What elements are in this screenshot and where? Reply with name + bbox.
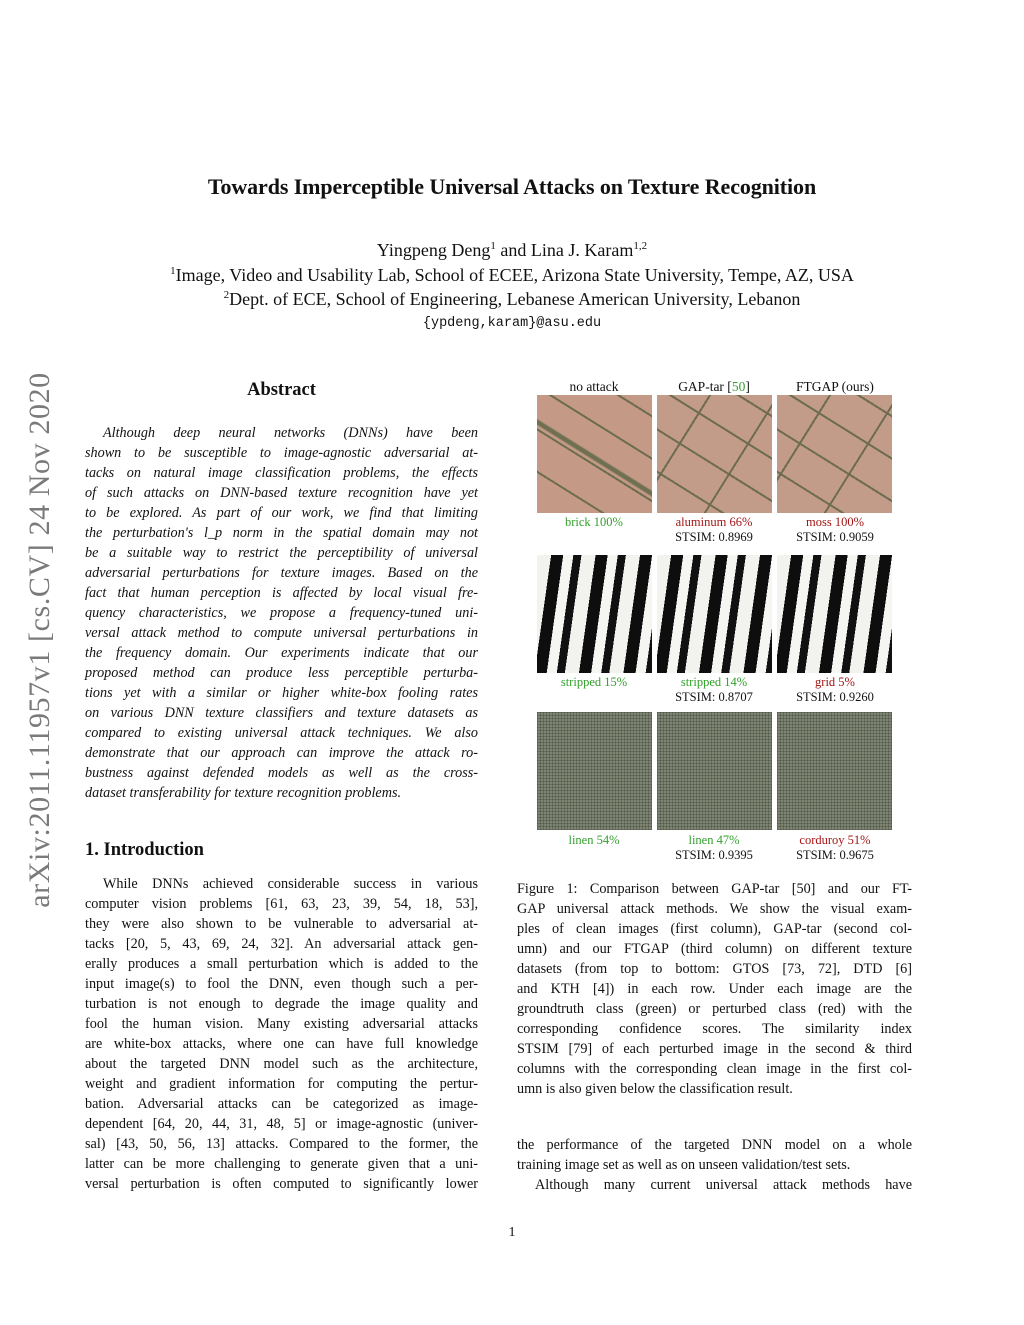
caption-line: groundtruth class (green) or perturbed class (red) with the	[517, 1001, 912, 1017]
intro-line: are white-box attacks, where one can have full knowledge	[85, 1036, 478, 1052]
stsim-value: STSIM: 0.9059	[796, 530, 874, 544]
figure-caption	[517, 879, 912, 1099]
right-line: Although many current universal attack methods have	[535, 1177, 912, 1193]
caption-line: umn is also given below the classification result.	[517, 1081, 793, 1097]
col-header-no-attack: no attack	[569, 379, 619, 394]
stsim-value: STSIM: 0.9395	[675, 848, 753, 862]
abstract-line: dataset transferability for texture recognition problems.	[85, 785, 402, 801]
abstract-line: on various DNN texture classifiers and texture datasets as	[85, 705, 478, 721]
caption-line: Figure 1: Comparison between GAP-tar [50] and our FT-	[517, 881, 912, 897]
abstract-line: of such attacks on DNN-based texture recognition have yet	[85, 485, 478, 501]
abstract-line: to be explored. As part of our work, we find that limiting	[85, 505, 478, 521]
image-zebra-gaptar	[657, 555, 772, 673]
caption-line: columns with the corresponding clean image in the first col-	[517, 1061, 912, 1077]
image-linen-ftgap	[777, 712, 892, 830]
intro-line: they were also shown to be vulnerable to adversarial at-	[85, 916, 478, 932]
right-line: the performance of the targeted DNN model on a whole	[517, 1137, 912, 1153]
class-label: moss 100%	[806, 515, 864, 529]
introduction-body	[85, 874, 478, 1194]
intro-line: bation. Adversarial attacks can be categorized as image-	[85, 1096, 478, 1112]
intro-line: versal perturbation is often computed to significantly lower	[85, 1176, 478, 1192]
intro-line: computer vision problems [61, 63, 23, 39, 54, 18, 53],	[85, 896, 478, 912]
col-header-ftgap: FTGAP (ours)	[796, 379, 874, 394]
figure-cell-label	[654, 833, 774, 863]
image-linen-gaptar	[657, 712, 772, 830]
arxiv-stamp: arXiv:2011.11957v1 [cs.CV] 24 Nov 2020	[23, 372, 56, 908]
right-column-body	[517, 1135, 912, 1195]
image-zebra-ftgap	[777, 555, 892, 673]
intro-line: input image(s) to fool the DNN, even though such a per-	[85, 976, 478, 992]
page-number: 1	[508, 1225, 516, 1240]
intro-line: latter can be more challenging to generate given that a uni-	[85, 1156, 478, 1172]
abstract-line: Although deep neural networks (DNNs) have been	[103, 425, 478, 441]
caption-line: ples of clean images (first column), GAP-tar (second col-	[517, 921, 912, 937]
caption-line: STSIM [79] of each perturbed image in the second & third	[517, 1041, 912, 1057]
abstract-line: versal attack method to compute universal perturbations in	[85, 625, 478, 641]
caption-line: corresponding confidence scores. The similarity index	[517, 1021, 912, 1037]
intro-line: tacks [20, 5, 43, 69, 24, 32]. An adversarial attack gen-	[85, 936, 478, 952]
abstract-line: the perturbation's l_p norm in the spatial domain may not	[85, 525, 478, 541]
figure-cell-label	[775, 833, 895, 863]
figure-cell-label	[775, 515, 895, 545]
figure-cell-label	[534, 833, 654, 848]
image-brick-clean	[537, 395, 652, 513]
class-label: stripped 14%	[680, 675, 748, 689]
intro-line: fool the human vision. Many existing adversarial attacks	[85, 1016, 478, 1032]
email: {ypdeng,karam}@asu.edu	[422, 316, 602, 331]
abstract-line: compared to existing universal attack techniques. We also	[85, 725, 478, 741]
image-linen-clean	[537, 712, 652, 830]
abstract-line: quency characteristics, we propose a frequency-tuned uni-	[85, 605, 478, 621]
image-brick-ftgap	[777, 395, 892, 513]
abstract-line: fact that human perception is affected by local visual fre-	[85, 585, 478, 601]
abstract-line: tacks on natural image classification problems, the effects	[85, 465, 478, 481]
abstract-heading: Abstract	[247, 380, 316, 400]
figure-cell-label	[534, 515, 654, 530]
right-line: training image set as well as on unseen validation/test sets.	[517, 1157, 851, 1173]
abstract-line: demonstrate that our approach can improve the attack ro-	[85, 745, 478, 761]
figure-cell-label	[534, 675, 654, 690]
intro-line: While DNNs achieved considerable success in various	[103, 876, 478, 892]
abstract-line: be a suitable way to restrict the perceptibility of universal	[85, 545, 478, 561]
intro-line: dependent [64, 20, 44, 31, 48, 5] or image-agnostic (univer-	[85, 1116, 478, 1132]
stsim-value: STSIM: 0.9675	[796, 848, 874, 862]
paper-title: Towards Imperceptible Universal Attacks on Texture Recognition	[207, 174, 817, 199]
col-header-gap-tar: GAP-tar [50]	[678, 379, 750, 394]
abstract-line: tions yet with a similar or higher white-box fooling rates	[85, 685, 478, 701]
author-line: Yingpeng Deng$^1$ and Lina J. Karam$^{1,2}$	[376, 240, 648, 260]
abstract-line: the frequency domain. Our experiments indicate that our	[85, 645, 478, 661]
class-label: linen 54%	[568, 833, 620, 847]
affiliation-1: $^1$Image, Video and Usability Lab, School of ECEE, Arizona State University, Tempe, AZ, USA	[170, 265, 854, 285]
abstract-body	[85, 423, 478, 803]
stsim-value: STSIM: 0.9260	[796, 690, 874, 704]
abstract-line: adversarial perturbations for texture images. Based on the	[85, 565, 478, 581]
caption-line: datasets (from top to bottom: GTOS [73, 72], DTD [6]	[517, 961, 912, 977]
image-brick-gaptar	[657, 395, 772, 513]
intro-line: sal) [43, 50, 56, 13] attacks. Compared to the former, the	[85, 1136, 478, 1152]
stsim-value: STSIM: 0.8969	[675, 530, 753, 544]
caption-line: and KTH [4]) in each row. Under each image are the	[517, 981, 912, 997]
abstract-line: proposed method can produce less perceptible perturba-	[85, 665, 478, 681]
class-label: corduroy 51%	[799, 833, 871, 847]
class-label: linen 47%	[688, 833, 740, 847]
figure-cell-label	[775, 675, 895, 705]
intro-line: weight and gradient information for computing the pertur-	[85, 1076, 478, 1092]
image-zebra-clean	[537, 555, 652, 673]
abstract-line: shown to be susceptible to image-agnostic adversarial at-	[85, 445, 478, 461]
stsim-value: STSIM: 0.8707	[675, 690, 753, 704]
figure-cell-label	[654, 675, 774, 705]
introduction-heading: 1. Introduction	[85, 840, 204, 860]
intro-line: erally produces a small perturbation which is added to the	[85, 956, 478, 972]
caption-line: GAP universal attack methods. We show the visual exam-	[517, 901, 912, 917]
intro-line: turbation is not enough to degrade the image quality and	[85, 996, 478, 1012]
author-1: Yingpeng Deng	[376, 240, 491, 260]
class-label: stripped 15%	[560, 675, 628, 689]
affiliation-2: $^2$Dept. of ECE, School of Engineering, Lebanese American University, Lebanon	[223, 289, 801, 309]
figure-cell-label	[654, 515, 774, 545]
class-label: aluminum 66%	[675, 515, 753, 529]
caption-line: umn) and our FTGAP (third column) on different texture	[517, 941, 912, 957]
author-2: and Lina J. Karam	[500, 240, 634, 260]
class-label: brick 100%	[565, 515, 623, 529]
intro-line: about the targeted DNN model such as the architecture,	[85, 1056, 478, 1072]
abstract-line: bustness against defended models as well as the cross-	[85, 765, 478, 781]
class-label: grid 5%	[815, 675, 855, 689]
